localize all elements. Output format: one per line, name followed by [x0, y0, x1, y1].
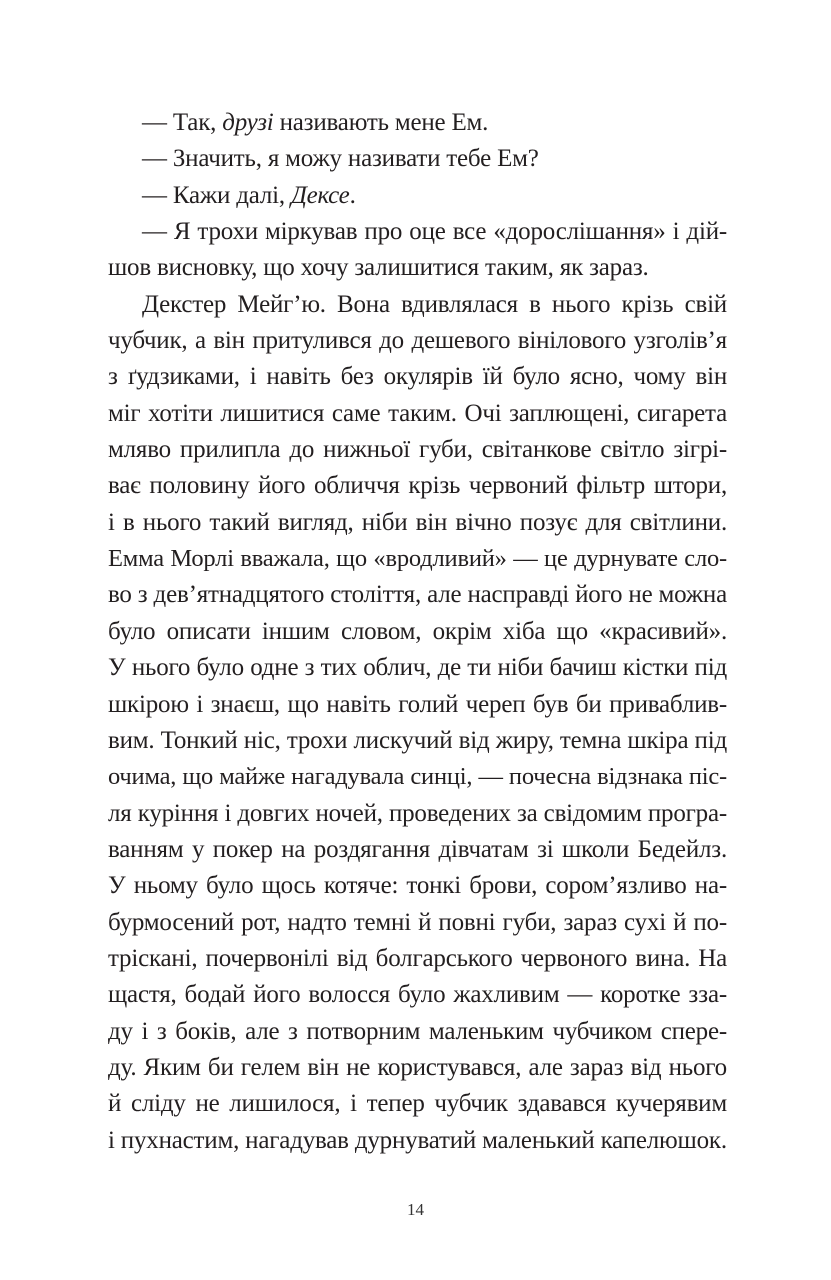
- book-page-text: [108, 105, 727, 1159]
- italic-word: друзі: [222, 109, 274, 136]
- dialogue-line: [108, 178, 727, 214]
- text-line: во з дев’ятнадцятого століття, але насправді його не можна: [108, 581, 727, 609]
- text-line: У ньому було щось котяче: тонкі брови, сором’язливо на-: [108, 872, 727, 900]
- text-line: ля куріння і довгих ночей, проведених за свідомим програ-: [108, 799, 727, 827]
- text-line: чубчик, а він притулився до дешевого вінілового узголів’я: [108, 327, 727, 355]
- text-line: й сліду не лишилося, і тепер чубчик здавався кучерявим: [108, 1090, 727, 1118]
- page-number: 14: [407, 1200, 424, 1219]
- text-run: — Так,: [142, 109, 223, 136]
- text-line: Емма Морлі вважала, що «вродливий» — це дурнувате сло-: [108, 545, 727, 573]
- text-line: Декстер Мейг’ю. Вона вдивлялася в нього крізь свій: [142, 290, 727, 318]
- text-line: ває половину його обличчя крізь червоний фільтр штори,: [108, 472, 727, 500]
- text-line: — Я трохи міркував про оце все «дорослішання» і дій-: [142, 218, 727, 246]
- dialogue-line: [108, 141, 727, 177]
- dialogue-line: [108, 105, 727, 141]
- text-line: шов висновку, що хочу залишитися таким, як зараз.: [108, 254, 649, 282]
- text-line: вим. Тонкий ніс, трохи лискучий від жиру, темна шкіра під: [108, 726, 727, 754]
- text-line: і пухнастим, нагадував дурнуватий маленький капелюшок.: [108, 1126, 727, 1154]
- text-line: щастя, бодай його волосся було жахливим — коротке зза-: [108, 981, 727, 1009]
- text-line: шкірою і знаєш, що навіть голий череп був би приваблив-: [108, 690, 727, 718]
- text-run: називають мене Ем.: [273, 109, 489, 136]
- text-run: — Значить, я можу називати тебе Ем?: [142, 145, 539, 173]
- text-line: ду. Яким би гелем він не користувався, але зараз від нього: [108, 1053, 727, 1081]
- text-run: — Кажи далі,: [142, 181, 291, 209]
- text-line: ду і з боків, але з потворним маленьким чубчиком спере-: [108, 1017, 727, 1045]
- text-line: було описати іншим словом, окрім хіба що «красивий».: [108, 617, 727, 645]
- text-line: мляво прилипла до нижньої губи, світанкове світло зігрі-: [108, 436, 727, 464]
- text-line: бурмосений рот, надто темні й повні губи, зараз сухі й по-: [108, 908, 727, 936]
- text-run: .: [349, 181, 356, 209]
- text-line: з ґудзиками, і навіть без окулярів їй було ясно, чому він: [108, 363, 727, 391]
- text-line: ванням у покер на роздягання дівчатам зі школи Бедейлз.: [108, 835, 727, 863]
- italic-word: Дексе: [290, 181, 350, 209]
- text-line: і в нього такий вигляд, ніби він вічно позує для світлини.: [108, 508, 727, 536]
- text-line: У нього було одне з тих облич, де ти ніби бачиш кістки під: [108, 654, 727, 682]
- text-line: тріскані, почервонілі від болгарського червоного вина. На: [108, 944, 727, 972]
- text-line: міг хотіти лишитися саме таким. Очі заплющені, сигарета: [108, 399, 727, 427]
- text-line: очима, що майже нагадувала синці, — почесна відзнака піс-: [108, 763, 727, 791]
